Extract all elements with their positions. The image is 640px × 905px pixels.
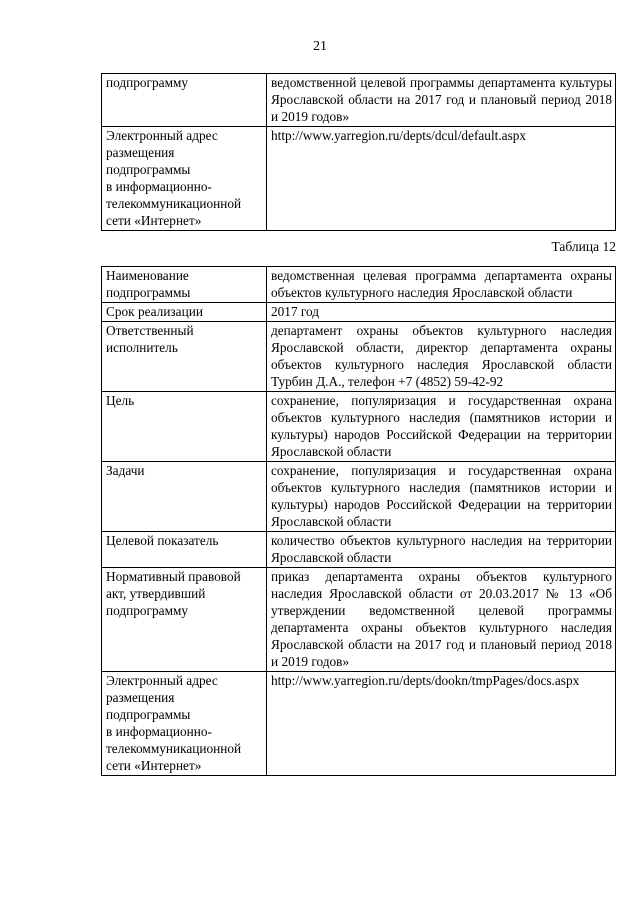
row-label: Целевой показатель xyxy=(102,532,267,568)
table-row xyxy=(102,462,616,532)
page-number: 21 xyxy=(313,39,327,54)
row-label: подпрограмму xyxy=(102,74,267,127)
table-continuation xyxy=(101,73,616,231)
row-value-link[interactable]: http://www.yarregion.ru/depts/dcul/default.aspx xyxy=(267,127,616,231)
table-row xyxy=(102,532,616,568)
row-value: количество объектов культурного наследия на территории Ярославской области xyxy=(267,532,616,568)
row-label: Электронный адрес размещения подпрограммы в информационно- телекоммуникационной сети «Интернет» xyxy=(102,127,267,231)
row-value: сохранение, популяризация и государственная охрана объектов культурного наследия (памятников истории и культуры) народов Российской Федерации на территории Ярославской области xyxy=(267,392,616,462)
row-label: Электронный адрес размещения подпрограммы в информационно- телекоммуникационной сети «Интернет» xyxy=(102,672,267,776)
row-value: 2017 год xyxy=(267,303,616,322)
row-label: Нормативный правовой акт, утвердивший подпрограмму xyxy=(102,568,267,672)
table-row xyxy=(102,568,616,672)
row-label: Задачи xyxy=(102,462,267,532)
row-value: сохранение, популяризация и государственная охрана объектов культурного наследия (памятников истории и культуры) народов Российской Федерации на территории Ярославской области xyxy=(267,462,616,532)
row-label: Ответственный исполнитель xyxy=(102,322,267,392)
table-row xyxy=(102,127,616,231)
row-value: ведомственная целевая программа департамента охраны объектов культурного наследия Ярославской области xyxy=(267,267,616,303)
table-12 xyxy=(101,266,616,776)
row-value-link[interactable]: http://www.yarregion.ru/depts/dookn/tmpPages/docs.aspx xyxy=(267,672,616,776)
table-caption: Таблица 12 xyxy=(551,239,616,254)
table-row xyxy=(102,267,616,303)
table-row xyxy=(102,322,616,392)
table-row xyxy=(102,672,616,776)
row-label: Срок реализации xyxy=(102,303,267,322)
table-row xyxy=(102,392,616,462)
row-label: Цель xyxy=(102,392,267,462)
table-row xyxy=(102,303,616,322)
row-value: ведомственной целевой программы департамента культуры Ярославской области на 2017 год и плановый период 2018 и 2019 годов» xyxy=(267,74,616,127)
row-value: департамент охраны объектов культурного наследия Ярославской области, директор департамента охраны объектов культурного наследия Ярославской области Турбин Д.А., телефон +7 (4852) 59-42-92 xyxy=(267,322,616,392)
row-label: Наименование подпрограммы xyxy=(102,267,267,303)
row-value: приказ департамента охраны объектов культурного наследия Ярославской области от 20.03.2017 № 13 «Об утверждении ведомственной целевой программы департамента охраны объектов культурного наследия Ярославской области на 2017 год и плановый период 2018 и 2019 годов» xyxy=(267,568,616,672)
table-row xyxy=(102,74,616,127)
